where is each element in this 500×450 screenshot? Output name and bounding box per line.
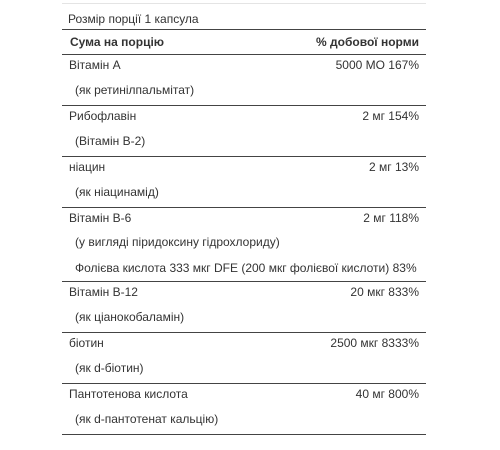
nutrient-row-folic-acid bbox=[62, 255, 426, 281]
nutrient-form: (як d-пантотенат кальцію) bbox=[75, 412, 219, 426]
serving-size-text: Розмір порції 1 капсула bbox=[68, 12, 199, 26]
nutrient-form-row bbox=[62, 354, 426, 383]
nutrient-form: (Вітамін В-2) bbox=[75, 134, 146, 148]
nutrient-row-biotin bbox=[62, 332, 426, 354]
nutrient-form: (як ретинілпальмітат) bbox=[75, 83, 195, 97]
nutrient-name: біотин bbox=[69, 336, 104, 350]
nutrient-form: (як ціанокобаламін) bbox=[75, 310, 185, 324]
nutrient-value: 20 мкг 833% bbox=[350, 285, 419, 299]
table-header bbox=[62, 30, 426, 55]
nutrient-name: Вітамін В-12 bbox=[69, 285, 138, 299]
nutrient-form-row bbox=[62, 303, 426, 332]
nutrient-name: ніацин bbox=[69, 160, 106, 174]
nutrient-form-row bbox=[62, 178, 426, 207]
nutrient-value: 2 мг 118% bbox=[363, 211, 419, 225]
daily-value-header: % добової норми bbox=[316, 35, 419, 49]
nutrient-name: Вітамін А bbox=[69, 58, 121, 72]
nutrient-name: Рибофлавін bbox=[69, 109, 137, 123]
nutrient-row-vitamin-b12 bbox=[62, 281, 426, 303]
nutrient-form-row bbox=[62, 76, 426, 105]
top-divider bbox=[62, 3, 426, 4]
nutrient-row-vitamin-b6 bbox=[62, 207, 426, 229]
serving-size-row bbox=[62, 9, 426, 30]
nutrient-form-row bbox=[62, 127, 426, 156]
nutrient-form-row bbox=[62, 405, 426, 435]
nutrient-row-niacin bbox=[62, 156, 426, 178]
nutrient-form-row bbox=[62, 229, 426, 255]
nutrient-row-pantothenic-acid bbox=[62, 383, 426, 405]
nutrient-row-riboflavin bbox=[62, 105, 426, 127]
nutrient-name: Фолієва кислота 333 мкг DFE (200 мкг фолієвої кислоти) 83% bbox=[75, 261, 417, 275]
nutrient-form: (як d-біотин) bbox=[75, 361, 144, 375]
nutrient-name: Пантотенова кислота bbox=[69, 387, 188, 401]
nutrient-value: 2500 мкг 8333% bbox=[330, 336, 419, 350]
nutrient-value: 2 мг 13% bbox=[369, 160, 419, 174]
nutrient-form: (як ніацинамід) bbox=[75, 185, 159, 199]
supplement-facts-table bbox=[62, 9, 426, 435]
nutrient-value: 40 мг 800% bbox=[355, 387, 419, 401]
nutrient-value: 2 мг 154% bbox=[362, 109, 419, 123]
amount-per-serving-header: Сума на порцію bbox=[70, 35, 165, 49]
nutrient-form: (у вигляді піридоксину гідрохлориду) bbox=[75, 235, 280, 249]
nutrient-value: 5000 МО 167% bbox=[335, 58, 419, 72]
nutrient-name: Вітамін В-6 bbox=[69, 211, 132, 225]
nutrient-row-vitamin-a bbox=[62, 55, 426, 76]
